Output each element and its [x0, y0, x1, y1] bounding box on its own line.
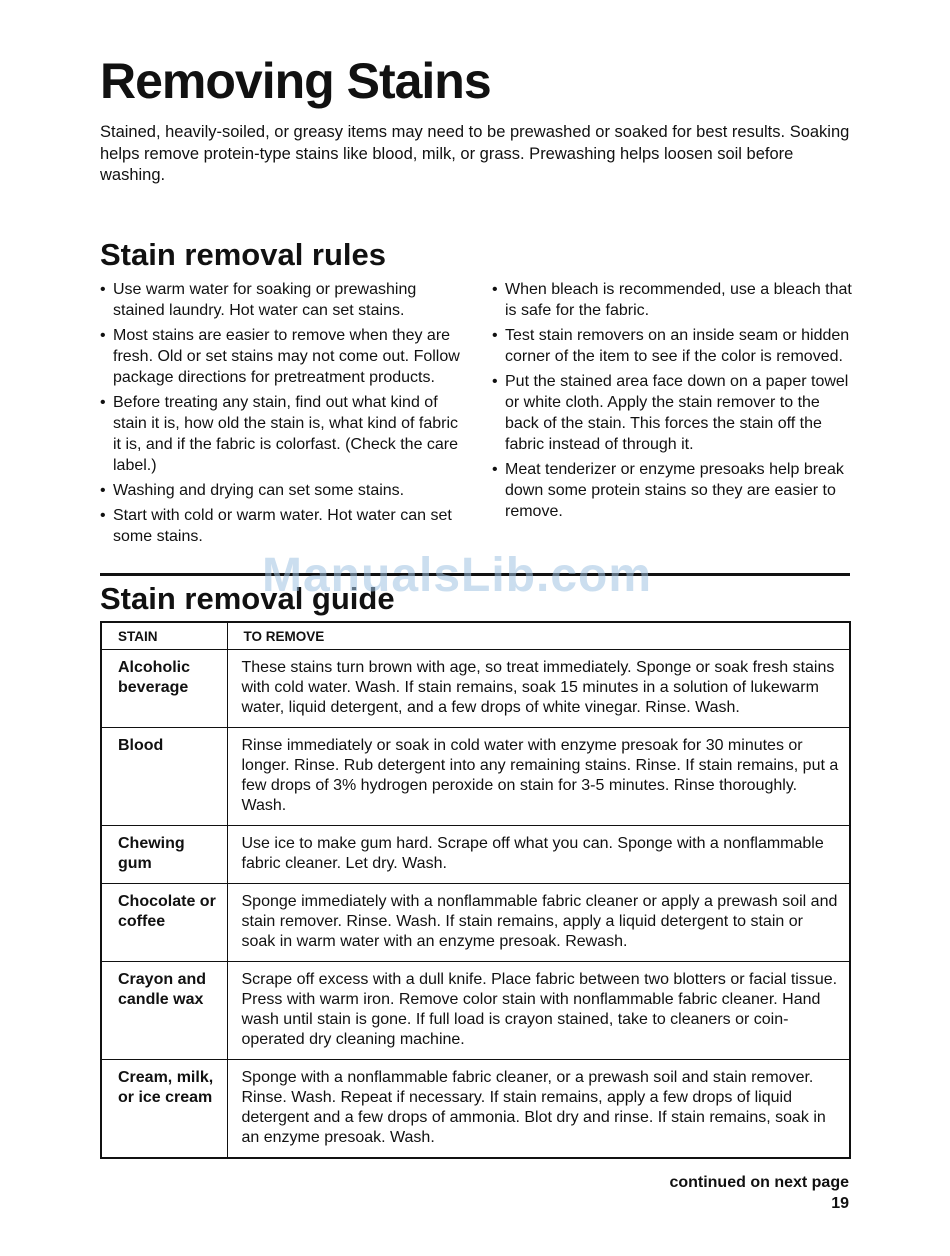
table-header-row: [101, 622, 850, 649]
column-header-stain: STAIN: [101, 622, 227, 649]
stain-name: Alcoholic beverage: [101, 649, 227, 727]
rule-item: • Washing and drying can set some stains.: [100, 480, 460, 501]
stain-name: Chocolate or coffee: [101, 883, 227, 961]
stain-instructions: Sponge with a nonflammable fabric cleaner, or a prewash soil and stain remover. Rinse. Wash. Repeat if necessary. If stain remains, apply a few drops of liquid detergent and a few drops of ammonia. Blot dry and rinse. If stain remains, soak in an enzyme presoak. Wash.: [227, 1059, 850, 1158]
rules-list-left: [100, 279, 460, 551]
stain-instructions: Use ice to make gum hard. Scrape off what you can. Sponge with a nonflammable fabric cleaner. Let dry. Wash.: [227, 825, 850, 883]
column-header-remove: TO REMOVE: [227, 622, 850, 649]
stain-instructions: Rinse immediately or soak in cold water with enzyme presoak for 30 minutes or longer. Rinse. Rub detergent into any remaining stains. Rinse. If stain remains, put a few drops of 3% hydrogen peroxide on stain for 3-5 minutes. Rinse thoroughly. Wash.: [227, 727, 850, 825]
stain-instructions: Sponge immediately with a nonflammable fabric cleaner or apply a prewash soil and stain remover. Rinse. Wash. If stain remains, apply a liquid detergent to stain or soak in warm water with an enzyme presoak. Rewash.: [227, 883, 850, 961]
table-row: [101, 883, 850, 961]
rule-item: • When bleach is recommended, use a bleach that is safe for the fabric.: [492, 279, 852, 321]
rule-item: • Put the stained area face down on a paper towel or white cloth. Apply the stain remover to the back of the stain. This forces the stain off the fabric instead of through it.: [492, 371, 852, 455]
page-title: Removing Stains: [100, 53, 491, 109]
continued-note: continued on next page: [669, 1174, 849, 1191]
table-row: [101, 1059, 850, 1158]
guide-heading: Stain removal guide: [100, 581, 395, 616]
stain-name: Crayon and candle wax: [101, 961, 227, 1059]
stain-guide-table: [100, 621, 851, 1159]
stain-name: Cream, milk, or ice cream: [101, 1059, 227, 1158]
rule-item: • Use warm water for soaking or prewashing stained laundry. Hot water can set stains.: [100, 279, 460, 321]
rule-item: • Most stains are easier to remove when they are fresh. Old or set stains may not come out. Follow package directions for pretreatment products.: [100, 325, 460, 388]
rule-item: • Before treating any stain, find out what kind of stain it is, how old the stain is, what kind of fabric it is, and if the fabric is colorfast. (Check the care label.): [100, 392, 460, 476]
table-row: [101, 727, 850, 825]
rules-list-right: [492, 279, 852, 526]
table-row: [101, 961, 850, 1059]
rule-item: • Start with cold or warm water. Hot water can set some stains.: [100, 505, 460, 547]
rule-item: • Meat tenderizer or enzyme presoaks help break down some protein stains so they are easier to remove.: [492, 459, 852, 522]
rules-heading: Stain removal rules: [100, 237, 387, 272]
stain-name: Blood: [101, 727, 227, 825]
rule-item: • Test stain removers on an inside seam or hidden corner of the item to see if the color is removed.: [492, 325, 852, 367]
stain-instructions: These stains turn brown with age, so treat immediately. Sponge or soak fresh stains with cold water. Wash. If stain remains, soak 15 minutes in a solution of lukewarm water, liquid detergent, and a few drops of white vinegar. Rinse. Wash.: [227, 649, 850, 727]
intro-paragraph: Stained, heavily-soiled, or greasy items may need to be prewashed or soaked for best results. Soaking helps remove protein-type stains like blood, milk, or grass. Prewashing helps loosen soil before washing.: [100, 123, 850, 184]
watermark: ManualsLib.com: [262, 549, 653, 602]
page-number: 19: [831, 1195, 849, 1212]
table-row: [101, 825, 850, 883]
stain-instructions: Scrape off excess with a dull knife. Place fabric between two blotters or facial tissue. Press with warm iron. Remove color stain with nonflammable fabric cleaner. Hand wash until stain is gone. If full load is crayon stained, take to cleaners or coin-operated dry cleaning machine.: [227, 961, 850, 1059]
table-row: [101, 649, 850, 727]
stain-name: Chewing gum: [101, 825, 227, 883]
